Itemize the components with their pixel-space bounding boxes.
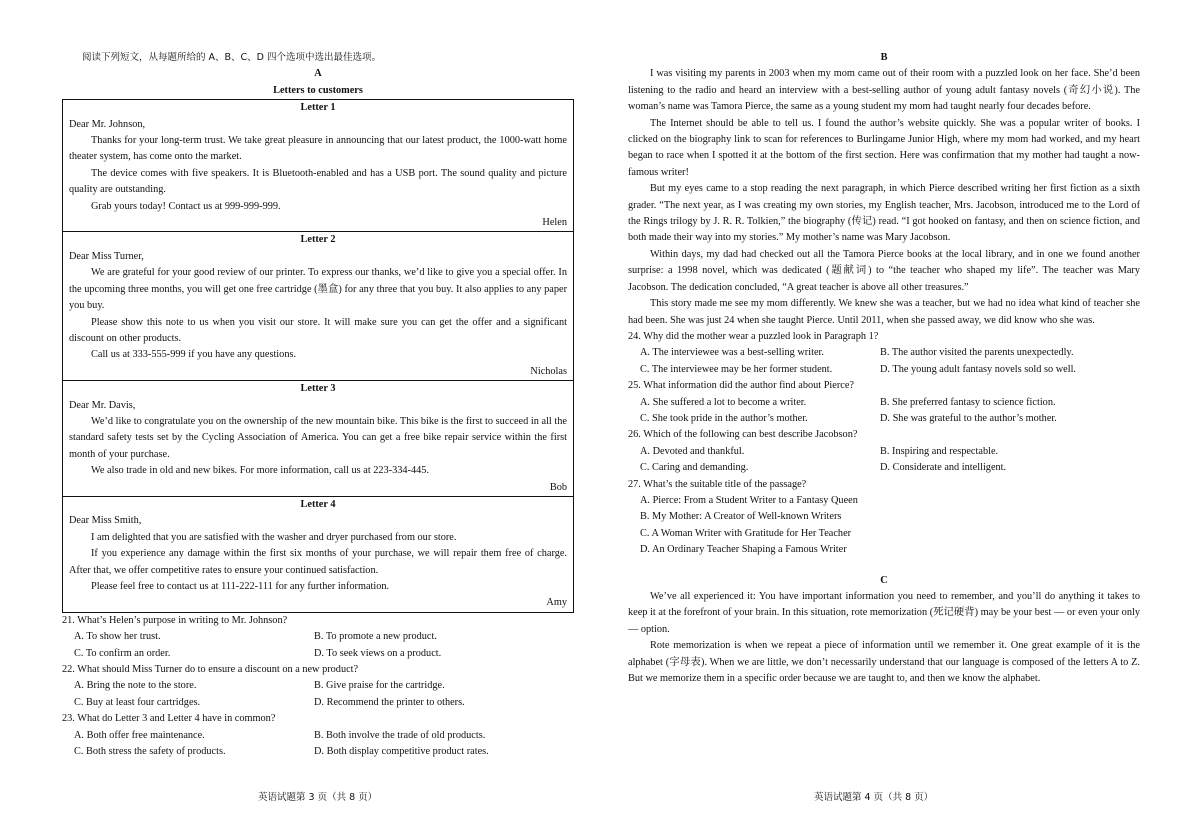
spacer [628,559,1140,573]
option-a[interactable]: A. Both offer free maintenance. [74,729,205,741]
option-b[interactable]: B. Give praise for the cartridge. [314,680,445,692]
option-c[interactable]: C. She took pride in the author’s mother. [640,412,808,424]
letter-signature: Nicholas [530,365,567,377]
letter-salutation: Dear Miss Smith, [69,515,142,527]
passage-c-paragraph: We’ve all experienced it: You have important information you need to remember, and you’ll do anything it takes to keep it at the forefront of your brain. In this situation, rote memorization (死记硬背) may be your best — or even your only — option. [628,591,1140,635]
option-a[interactable]: A. The interviewee was a best-selling writer. [640,347,824,359]
page-footer-left: 英语试题第 3 页（共 8 页） [258,792,378,803]
question-22 [62,662,574,711]
letter-paragraph: I am delighted that you are satisfied with the washer and dryer purchased from our store. [91,531,457,543]
letter-paragraph: We also trade in old and new bikes. For more information, call us at 223-334-445. [91,465,430,477]
option-d[interactable]: D. Both display competitive product rates. [314,746,489,758]
option-b[interactable]: B. The author visited the parents unexpectedly. [880,347,1074,359]
page-footer-right: 英语试题第 4 页（共 8 页） [814,792,934,803]
option-d[interactable]: D. An Ordinary Teacher Shaping a Famous Writer [640,544,847,556]
letter-1 [63,100,573,231]
section-a-label: A [314,68,322,80]
question-options [628,444,1140,477]
question-27 [628,477,1140,559]
option-c[interactable]: C. To confirm an order. [74,647,171,659]
option-c[interactable]: C. Buy at least four cartridges. [74,696,201,708]
letter-paragraph: We’d like to congratulate you on the ownership of the new mountain bike. This bike is the first to succeed in all the standard safety tests set by the Cycling Association of America. You can get a free bike repair service within the first month of your purchase. [69,415,567,460]
letter-4 [63,496,573,612]
question-options [628,345,1140,378]
letter-paragraph: Thanks for your long-term trust. We take great pleasure in announcing that our latest product, the 1000-watt home theater system, has come onto the market. [69,135,567,163]
question-options [62,629,574,662]
option-a[interactable]: A. To show her trust. [74,631,161,643]
question-24 [628,329,1140,378]
question-25 [628,378,1140,427]
question-stem: 26. Which of the following can best describe Jacobson? [628,429,858,441]
letter-2 [63,231,573,380]
passage-b-paragraph: The Internet should be able to tell us. I found the author’s website quickly. She was a popular writer of books. I clicked on the biography link to scan for references to Burlingame Junior High, where my mom had worked, and my heart began to race when I spotted it at the bottom of the first section. Here was confirmation that my mother had taught a now-famous writer! [628,117,1140,178]
letter-heading: Letter 3 [300,383,336,395]
letter-heading: Letter 2 [300,234,336,246]
option-b[interactable]: B. My Mother: A Creator of Well-known Writers [640,511,842,523]
option-a[interactable]: A. She suffered a lot to become a writer. [640,396,807,408]
instruction: 阅读下列短文，从每题所给的 A、B、C、D 四个选项中选出最佳选项。 [82,52,382,63]
question-stem: 25. What information did the author find about Pierce? [628,380,854,392]
question-options [628,493,1140,559]
question-stem: 22. What should Miss Turner do to ensure a discount on a new product? [62,664,359,676]
question-21 [62,613,574,662]
option-d[interactable]: D. Considerate and intelligent. [880,462,1007,474]
question-26 [628,427,1140,476]
letter-signature: Bob [549,481,567,493]
passage-a-title: Letters to customers [273,84,363,96]
option-a[interactable]: A. Devoted and thankful. [640,445,745,457]
option-d[interactable]: D. To seek views on a product. [314,647,442,659]
question-stem: 21. What’s Helen’s purpose in writing to Mr. Johnson? [62,614,288,626]
option-b[interactable]: B. She preferred fantasy to science fiction. [880,396,1056,408]
letter-paragraph: We are grateful for your good review of our printer. To express our thanks, we’d like to give you a special offer. In the upcoming three months, you will get one free cartridge (墨盒) for any three that you buy. It also applies to any paper you buy. [69,267,567,312]
letter-signature: Amy [546,597,567,609]
letter-paragraph: If you experience any damage within the first six months of your purchase, we will repair them free of charge. After that, we offer competitive rates to ensure your continued satisfaction. [69,548,567,576]
section-b-label: B [880,52,888,63]
letter-3 [63,380,573,496]
letters-box [62,99,574,613]
letter-salutation: Dear Mr. Davis, [69,399,136,411]
letter-heading: Letter 4 [300,498,336,510]
letter-heading: Letter 1 [300,102,336,114]
option-b[interactable]: B. To promote a new product. [314,631,437,643]
option-c[interactable]: C. Caring and demanding. [640,462,749,474]
option-b[interactable]: B. Both involve the trade of old products. [314,729,486,741]
option-a[interactable]: A. Pierce: From a Student Writer to a Fantasy Queen [640,494,858,506]
option-a[interactable]: A. Bring the note to the store. [74,680,197,692]
option-c[interactable]: C. Both stress the safety of products. [74,746,226,758]
letter-salutation: Dear Miss Turner, [69,250,144,262]
question-stem: 27. What’s the suitable title of the passage? [628,478,807,490]
letter-paragraph: The device comes with five speakers. It is Bluetooth-enabled and has a USB port. The sound quality and picture quality are outstanding. [69,167,567,196]
passage-b-paragraph: Within days, my dad had checked out all the Tamora Pierce books at the local library, and in one we found another surprise: a 1998 novel, which was dedicated (题献词) to “the teacher who shaped my life”. The teacher was Mary Jacobson. The dedication concluded, “A great teacher is above all other treasures.” [628,248,1140,293]
letter-paragraph: Please feel free to contact us at 111-222-111 for any further information. [91,581,390,592]
option-b[interactable]: B. Inspiring and respectable. [880,445,999,457]
passage-b-paragraph: This story made me see my mom differently. We knew she was a teacher, but we had no idea what kind of teacher she had been. She was just 24 when she taught Pierce. Until 2011, when she passed away, we did know who she was. [628,298,1140,326]
question-options [62,678,574,711]
question-options [62,728,574,761]
option-c[interactable]: C. The interviewee may be her former student. [640,363,833,375]
question-23 [62,711,574,760]
passage-c-paragraph: Rote memorization is when we repeat a piece of information until we remember it. One great example of it is the alphabet (字母表). When we are little, we don’t necessarily understand that our language is composed of the letters A to Z. But we memorize them in a specific order because we are taught to, and then we know the alphabet. [628,640,1140,685]
letter-paragraph: Call us at 333-555-999 if you have any questions. [91,349,297,361]
question-options [628,395,1140,428]
left-page [62,50,574,760]
question-stem: 24. Why did the mother wear a puzzled look in Paragraph 1? [628,330,879,342]
question-stem: 23. What do Letter 3 and Letter 4 have in common? [62,713,276,725]
letter-salutation: Dear Mr. Johnson, [69,118,146,130]
right-page [628,50,1140,687]
option-d[interactable]: D. Recommend the printer to others. [314,696,465,708]
option-c[interactable]: C. A Woman Writer with Gratitude for Her Teacher [640,527,852,539]
passage-b-paragraph: But my eyes came to a stop reading the next paragraph, in which Pierce described writing her first fiction as a sixth grader. “The next year, as I was creating my own stories, my English teacher, Mrs. Jacobson, introduced me to the Lord of the Rings trilogy by J. R. R. Tolkien,” the biography (传记) read. “I got hooked on fantasy, and then on science fiction, and both made their way into my stories.” My mother’s name was Mary Jacobson. [628,183,1140,244]
letter-paragraph: Please show this note to us when you visit our store. It will make sure you can get the offer and a significant discount on other products. [69,316,567,344]
letter-paragraph: Grab yours today! Contact us at 999-999-999. [91,200,281,212]
option-d[interactable]: D. She was grateful to the author’s mother. [880,412,1057,424]
passage-b-paragraph: I was visiting my parents in 2003 when my mom came out of their room with a puzzled look on her face. She’d been listening to the radio and heard an interview with a best-selling author of young adult fantasy novels (奇幻小说). The woman’s name was Tamora Pierce, the same as a young student my mom had taught nearly four decades before. [628,68,1140,113]
letter-signature: Helen [542,217,567,229]
option-d[interactable]: D. The young adult fantasy novels sold so well. [880,363,1076,375]
section-c-label: C [880,574,888,586]
